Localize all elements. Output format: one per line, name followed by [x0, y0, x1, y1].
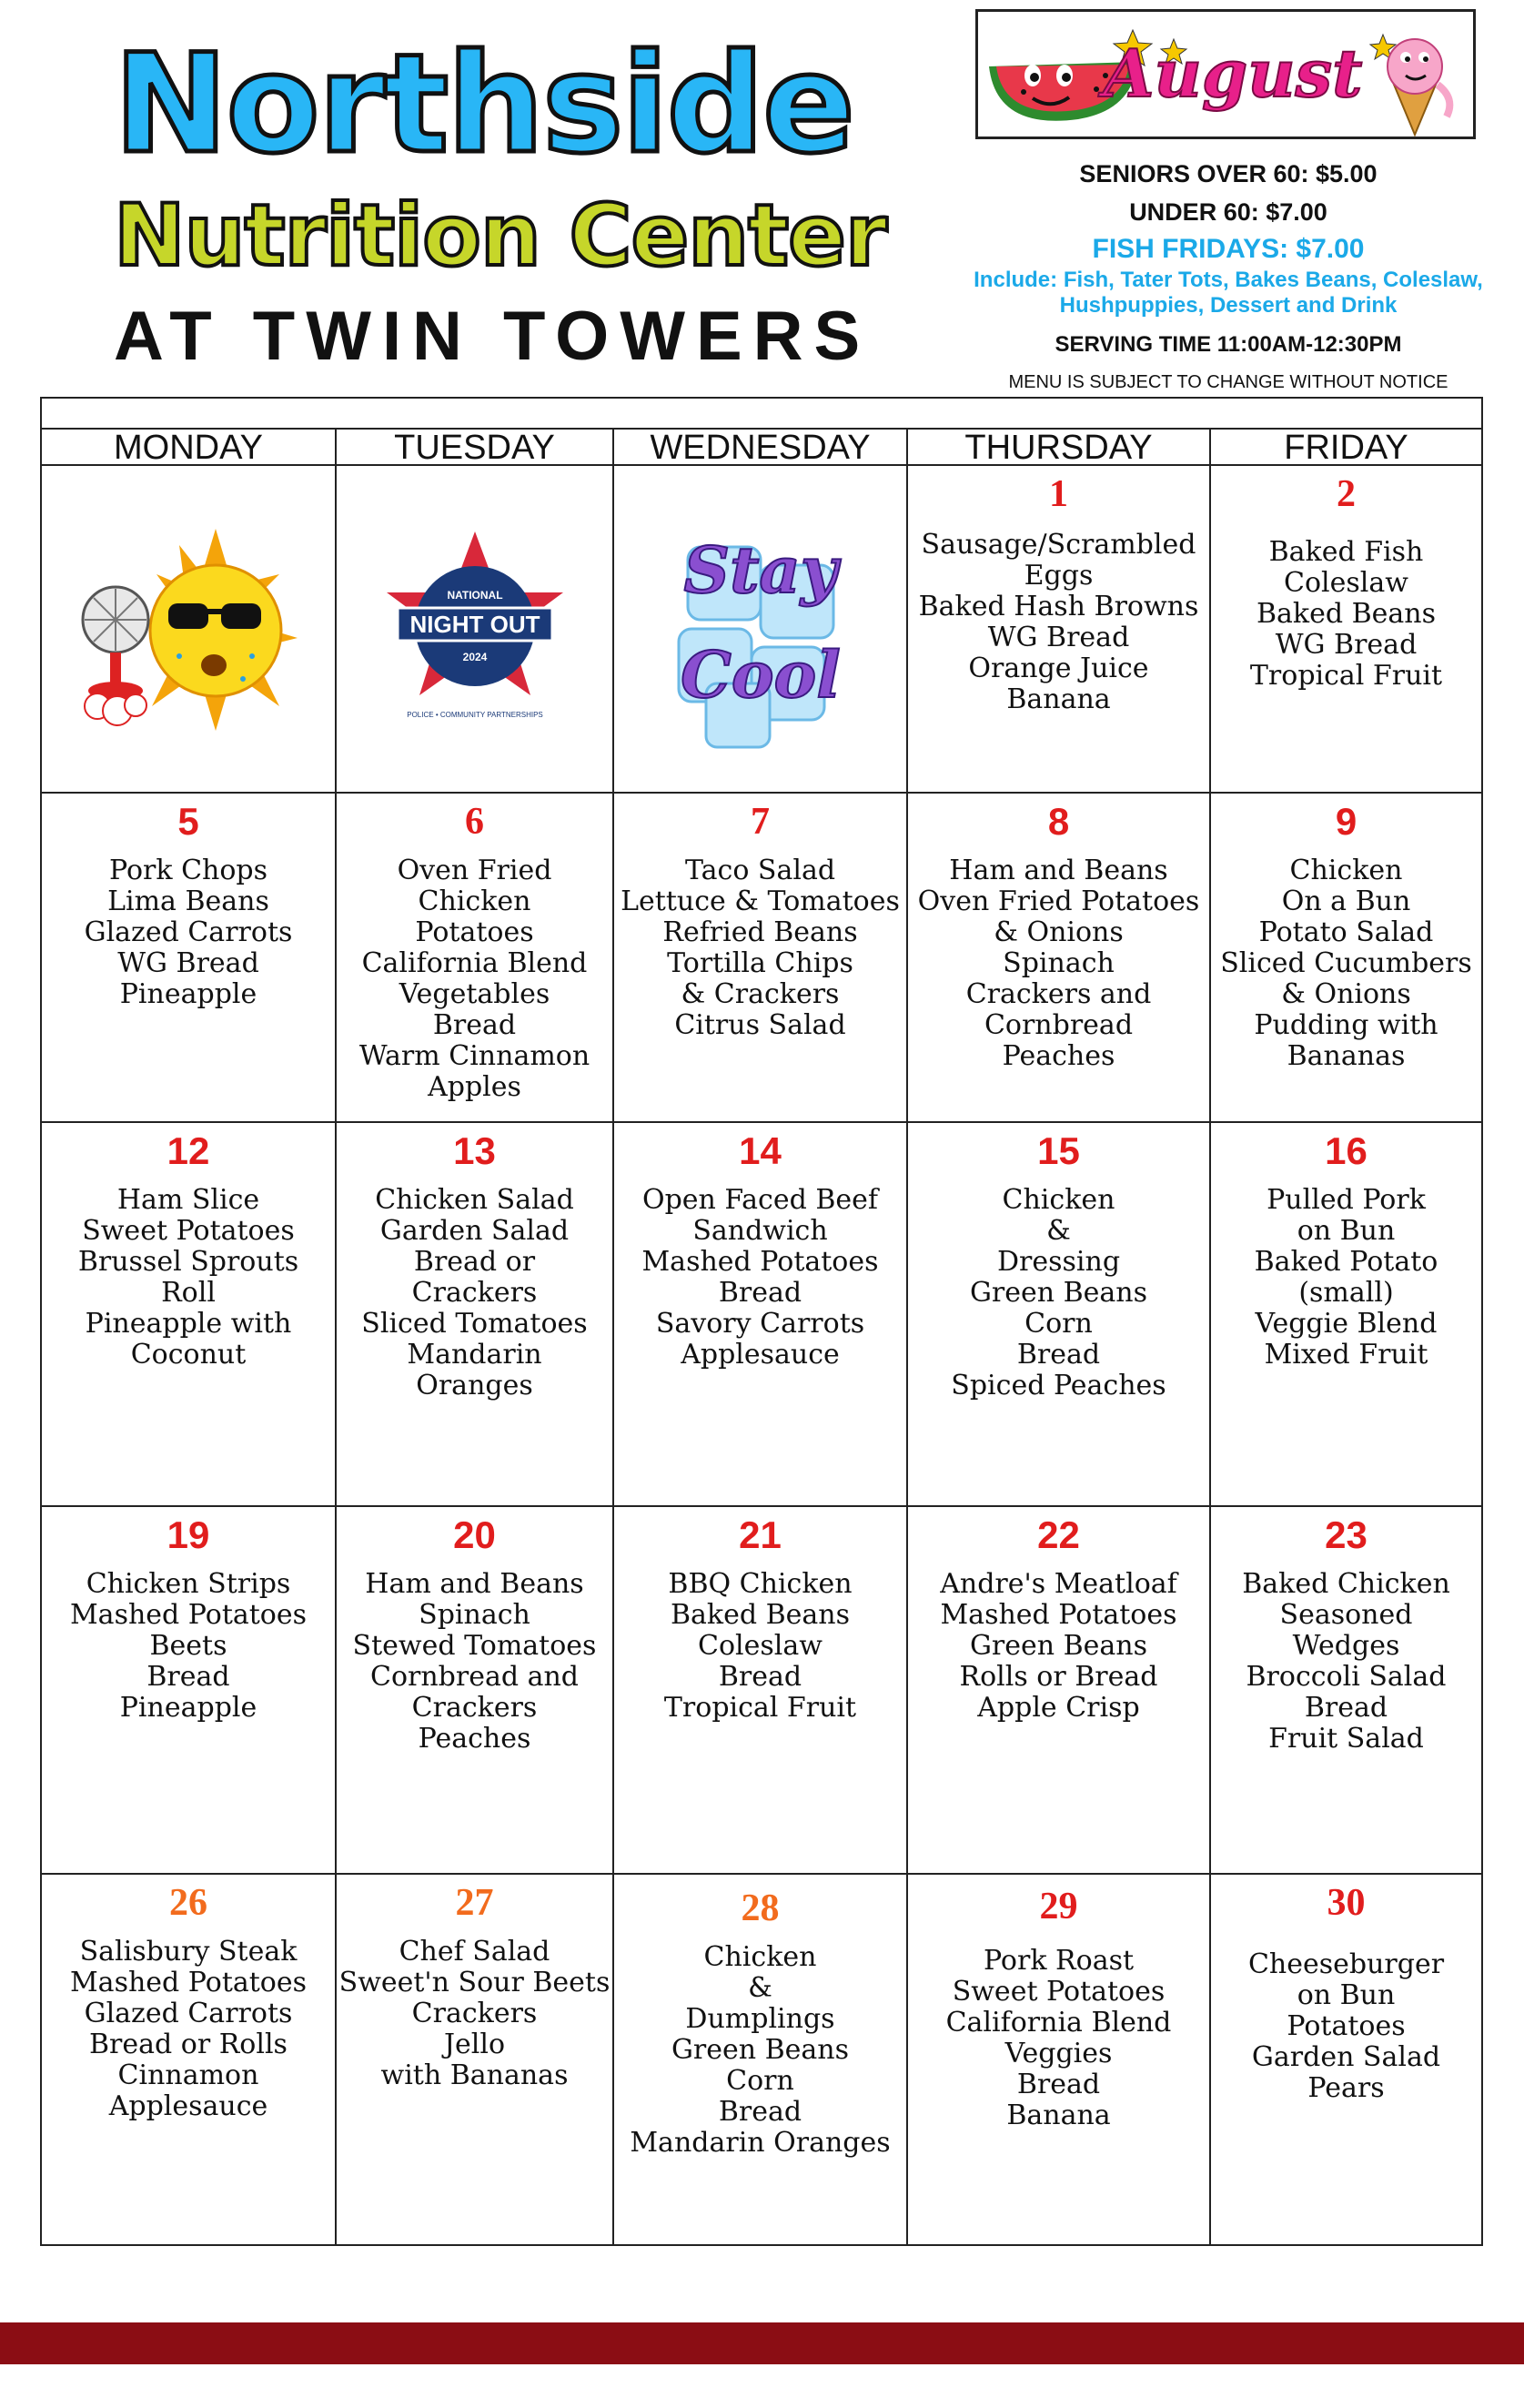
menu-items	[908, 1185, 1209, 1401]
day-number: 27	[455, 1882, 494, 1924]
menu-calendar	[40, 397, 1483, 2246]
menu-items	[337, 1185, 612, 1401]
menu-item: California Blend	[361, 947, 588, 979]
menu-item: Citrus Salad	[674, 1009, 846, 1041]
menu-item: Mandarin	[407, 1339, 542, 1371]
menu-item: Baked Chicken	[1242, 1568, 1450, 1600]
menu-items	[908, 1946, 1209, 2131]
menu-item: Jello	[443, 2029, 506, 2060]
menu-items	[908, 530, 1209, 715]
day-number: 15	[1037, 1129, 1080, 1172]
month-title: August	[1103, 35, 1363, 112]
menu-item: Bread	[718, 1277, 802, 1309]
menu-item: Pears	[1307, 2072, 1385, 2104]
week-row	[42, 1123, 1481, 1507]
menu-item: Chef Salad	[399, 1936, 550, 1968]
menu-items	[1211, 1949, 1481, 2104]
price-under-60: UNDER 60: $7.00	[1129, 198, 1327, 226]
menu-item: Banana	[1006, 2099, 1111, 2131]
menu-items	[614, 1185, 906, 1371]
menu-item: WG Bread	[987, 622, 1130, 653]
menu-item: Pineapple	[119, 978, 257, 1010]
menu-item: Cornbread	[984, 1009, 1134, 1041]
menu-item: Bananas	[1287, 1040, 1406, 1072]
menu-item: Ham and Beans	[949, 855, 1168, 886]
menu-item: Potatoes	[1287, 2010, 1406, 2042]
day-number: 23	[1325, 1513, 1368, 1556]
menu-items	[42, 1937, 335, 2122]
menu-item: Brussel Sprouts	[77, 1246, 299, 1278]
day-number: 30	[1327, 1882, 1366, 1924]
menu-item: Bread	[432, 1009, 517, 1041]
header-thursday: THURSDAY	[908, 430, 1211, 464]
menu-item: Vegetables	[399, 978, 550, 1010]
day-number: 5	[177, 800, 199, 843]
menu-items	[614, 1569, 906, 1724]
day-number: 20	[453, 1513, 496, 1556]
menu-item: Veggies	[1004, 2038, 1113, 2069]
menu-item: Apple Crisp	[977, 1692, 1140, 1724]
menu-item: Eggs	[1024, 560, 1094, 592]
menu-item: Sweet Potatoes	[82, 1215, 295, 1247]
menu-item: Pudding with	[1254, 1009, 1438, 1041]
menu-item: Mashed Potatoes	[69, 1967, 308, 1998]
menu-item: Crackers	[411, 1998, 538, 2029]
day-number: 12	[167, 1129, 210, 1172]
header-wednesday: WEDNESDAY	[614, 430, 908, 464]
menu-items	[337, 1569, 612, 1755]
menu-items	[1211, 855, 1481, 1072]
national-night-out-logo	[370, 524, 580, 734]
menu-item: Chicken	[418, 885, 531, 917]
menu-items	[1211, 1569, 1481, 1755]
day-cell	[42, 466, 337, 792]
pricing-info	[946, 155, 1510, 399]
menu-item: & Crackers	[681, 978, 840, 1010]
price-seniors: SENIORS OVER 60: $5.00	[1079, 160, 1378, 187]
night-out-top-text: NATIONAL	[446, 589, 503, 602]
menu-item: WG Bread	[1275, 629, 1418, 661]
menu-item: Warm Cinnamon	[358, 1040, 590, 1072]
menu-item: with Bananas	[380, 2059, 569, 2091]
menu-item: Green Beans	[969, 1630, 1148, 1662]
day-number: 19	[167, 1513, 210, 1556]
menu-item: Beets	[149, 1630, 227, 1662]
menu-item: & Onions	[1281, 978, 1411, 1010]
menu-item: Baked Beans	[670, 1599, 850, 1631]
menu-item: Oranges	[416, 1370, 533, 1401]
day-number: 28	[741, 1887, 780, 1929]
menu-item: Veggie Blend	[1255, 1308, 1438, 1340]
menu-items	[614, 1942, 906, 2159]
menu-item: Tropical Fruit	[663, 1692, 857, 1724]
day-cell	[42, 1507, 337, 1873]
day-cell	[614, 794, 908, 1121]
stay-cool-ice-icon	[651, 492, 870, 765]
menu-item: Bread or	[413, 1246, 536, 1278]
logo-title: Northside	[114, 25, 853, 184]
menu-item: WG Bread	[117, 947, 259, 979]
day-number: 16	[1325, 1129, 1368, 1172]
menu-item: Rolls or Bread	[959, 1661, 1158, 1693]
menu-item: Sliced Tomatoes	[361, 1308, 588, 1340]
night-out-bottom-text: POLICE • COMMUNITY PARTNERSHIPS	[406, 711, 543, 719]
menu-item: Bread	[718, 1661, 802, 1693]
menu-item: Chicken Strips	[86, 1568, 291, 1600]
menu-item: Ham Slice	[116, 1184, 260, 1216]
day-number: 9	[1335, 800, 1357, 843]
menu-item: Wedges	[1292, 1630, 1400, 1662]
weekday-headers	[42, 430, 1481, 466]
menu-item: Coleslaw	[1284, 567, 1408, 599]
menu-item: Taco Salad	[684, 855, 836, 886]
cool-text: Cool	[680, 637, 841, 713]
menu-item: Dressing	[996, 1246, 1121, 1278]
day-number: 26	[169, 1882, 207, 1924]
menu-items	[337, 1937, 612, 2091]
week-row	[42, 466, 1481, 794]
menu-item: Pineapple	[119, 1692, 257, 1724]
menu-item: Banana	[1006, 683, 1111, 715]
day-cell	[42, 1123, 337, 1505]
menu-item: Broccoli Salad	[1246, 1661, 1447, 1693]
menu-item: Bread	[718, 2096, 802, 2128]
menu-item: Crackers	[411, 1277, 538, 1309]
menu-item: Chicken	[1289, 855, 1403, 886]
header-monday: MONDAY	[42, 430, 337, 464]
menu-item: Bread	[1304, 1692, 1388, 1724]
day-number: 29	[1039, 1886, 1078, 1927]
menu-item: Baked Beans	[1256, 598, 1436, 630]
menu-item: Lettuce & Tomatoes	[621, 885, 900, 917]
menu-items	[1211, 1185, 1481, 1371]
menu-item: Pork Roast	[983, 1945, 1135, 1977]
day-number: 21	[739, 1513, 782, 1556]
menu-item: Apples	[428, 1071, 521, 1103]
menu-item: Chicken Salad	[375, 1184, 574, 1216]
menu-item: Fruit Salad	[1268, 1723, 1424, 1755]
menu-item: Bread	[1016, 1339, 1101, 1371]
menu-item: Salisbury Steak	[79, 1936, 298, 1968]
menu-item: On a Bun	[1281, 885, 1411, 917]
menu-item: Pineapple with	[85, 1308, 292, 1340]
menu-item: Mixed Fruit	[1264, 1339, 1428, 1371]
menu-item: Green Beans	[671, 2034, 850, 2066]
day-number: 7	[751, 801, 770, 843]
menu-item: Glazed Carrots	[84, 1998, 293, 2029]
menu-item: &	[748, 1972, 772, 2004]
day-cell	[1211, 466, 1481, 792]
menu-item: & Onions	[994, 916, 1124, 948]
menu-item: Savory Carrots	[655, 1308, 865, 1340]
menu-item: Mashed Potatoes	[940, 1599, 1177, 1631]
menu-item: Spinach	[1003, 947, 1115, 979]
northside-logo	[100, 27, 919, 373]
day-cell	[337, 466, 614, 792]
day-cell	[614, 1123, 908, 1505]
menu-item: Mashed Potatoes	[69, 1599, 308, 1631]
menu-item: Stewed Tomatoes	[352, 1630, 597, 1662]
menu-notice: MENU IS SUBJECT TO CHANGE WITHOUT NOTICE	[1008, 372, 1448, 392]
menu-item: Oven Fried	[397, 855, 552, 886]
menu-item: Chicken	[1002, 1184, 1115, 1216]
menu-item: Sandwich	[692, 1215, 828, 1247]
menu-item: on Bun	[1297, 1215, 1396, 1247]
serving-time: SERVING TIME 11:00AM-12:30PM	[1055, 332, 1402, 357]
menu-item: Green Beans	[969, 1277, 1148, 1309]
day-cell	[337, 1507, 614, 1873]
week-row	[42, 794, 1481, 1123]
menu-item: Bread or Rolls	[89, 2029, 288, 2060]
menu-item: Crackers and	[965, 978, 1152, 1010]
menu-item: Applesauce	[681, 1339, 840, 1371]
menu-item: Mandarin Oranges	[630, 2127, 891, 2159]
menu-item: Andre's Meatloaf	[940, 1568, 1177, 1600]
menu-item: Oven Fried Potatoes	[917, 885, 1200, 917]
day-cell	[337, 794, 614, 1121]
menu-item: Pork Chops	[108, 855, 268, 886]
week-row	[42, 1507, 1481, 1875]
menu-item: Peaches	[418, 1723, 531, 1755]
menu-items	[908, 855, 1209, 1072]
menu-item: Glazed Carrots	[84, 916, 293, 948]
menu-item: (small)	[1298, 1277, 1394, 1309]
menu-item: Potatoes	[415, 916, 534, 948]
day-number: 1	[1049, 473, 1068, 515]
menu-item: Sweet'n Sour Beets	[338, 1967, 611, 1998]
stay-text: Stay	[683, 532, 837, 608]
menu-item: Tortilla Chips	[667, 947, 853, 979]
calendar-top-strip	[42, 399, 1481, 430]
menu-item: Pulled Pork	[1267, 1184, 1426, 1216]
sun-fan-icon	[70, 520, 307, 738]
menu-item: Tropical Fruit	[1249, 660, 1443, 692]
day-number: 2	[1337, 473, 1356, 515]
menu-item: Chicken	[703, 1941, 817, 1973]
menu-item: Corn	[726, 2065, 794, 2097]
menu-item: Sweet Potatoes	[952, 1976, 1166, 2008]
fish-fridays-includes: Include: Fish, Tater Tots, Bakes Beans, Coleslaw, Hushpuppies, Dessert and Drink	[974, 268, 1483, 318]
menu-item: Sliced Cucumbers	[1220, 947, 1472, 979]
menu-item: Cheeseburger	[1247, 1948, 1445, 1980]
menu-item: Garden Salad	[379, 1215, 570, 1247]
menu-item: Cornbread and	[369, 1661, 579, 1693]
menu-items	[42, 1185, 335, 1371]
month-banner	[975, 9, 1476, 139]
day-number: 6	[465, 801, 484, 843]
menu-item: Sausage/Scrambled	[921, 529, 1196, 561]
menu-item: Crackers	[411, 1692, 538, 1724]
day-cell	[42, 1875, 337, 2244]
fish-fridays-price: FISH FRIDAYS: $7.00	[1092, 234, 1365, 264]
menu-item: on Bun	[1297, 1979, 1396, 2011]
day-cell	[908, 1123, 1211, 1505]
day-cell	[1211, 1507, 1481, 1873]
menu-item: Corn	[1024, 1308, 1093, 1340]
night-out-year: 2024	[462, 651, 487, 663]
menu-item: Seasoned	[1279, 1599, 1413, 1631]
menu-items	[42, 855, 335, 1010]
menu-item: Peaches	[1002, 1040, 1115, 1072]
menu-item: Spiced Peaches	[951, 1370, 1166, 1401]
header-tuesday: TUESDAY	[337, 430, 614, 464]
day-cell	[42, 794, 337, 1121]
menu-item: Baked Hash Browns	[918, 591, 1199, 622]
menu-items	[337, 855, 612, 1103]
menu-item: Lima Beans	[107, 885, 269, 917]
menu-item: Coconut	[130, 1339, 247, 1371]
menu-item: Dumplings	[685, 2003, 835, 2035]
menu-item: Bread	[1016, 2069, 1101, 2100]
menu-item: Baked Fish	[1268, 536, 1424, 568]
day-cell	[908, 1507, 1211, 1873]
day-cell	[908, 794, 1211, 1121]
day-cell	[614, 1507, 908, 1873]
menu-item: Potato Salad	[1258, 916, 1434, 948]
day-cell	[1211, 1875, 1481, 2244]
day-cell	[614, 1875, 908, 2244]
menu-item: Roll	[161, 1277, 216, 1309]
menu-item: Baked Potato	[1254, 1246, 1438, 1278]
header-friday: FRIDAY	[1284, 429, 1408, 467]
day-cell	[908, 466, 1211, 792]
menu-items	[42, 1569, 335, 1724]
day-cell	[1211, 794, 1481, 1121]
menu-item: Cinnamon	[117, 2059, 259, 2091]
night-out-main-text: NIGHT OUT	[409, 611, 540, 638]
menu-item: California Blend	[945, 2007, 1172, 2039]
menu-item: BBQ Chicken	[668, 1568, 853, 1600]
menu-items	[614, 855, 906, 1041]
menu-item: Open Faced Beef	[641, 1184, 879, 1216]
footer-bar	[0, 2322, 1524, 2364]
day-number: 22	[1037, 1513, 1080, 1556]
menu-item: Spinach	[419, 1599, 530, 1631]
day-cell	[908, 1875, 1211, 2244]
menu-items	[1211, 537, 1481, 692]
week-row	[42, 1875, 1481, 2244]
menu-item: Coleslaw	[698, 1630, 823, 1662]
logo-subtitle: Nutrition Center	[114, 187, 887, 286]
day-cell	[1211, 1123, 1481, 1505]
day-number: 8	[1047, 800, 1070, 843]
day-cell	[614, 466, 908, 792]
day-cell	[337, 1875, 614, 2244]
menu-item: Refried Beans	[662, 916, 858, 948]
logo-location: AT TWIN TOWERS	[114, 298, 872, 375]
menu-item: Mashed Potatoes	[641, 1246, 879, 1278]
menu-item: Bread	[146, 1661, 230, 1693]
day-number: 13	[453, 1129, 496, 1172]
day-number: 14	[739, 1129, 782, 1172]
menu-item: Orange Juice	[968, 653, 1149, 684]
menu-item: Ham and Beans	[365, 1568, 584, 1600]
menu-item: &	[1046, 1215, 1071, 1247]
menu-item: Applesauce	[108, 2090, 268, 2122]
menu-items	[908, 1569, 1209, 1724]
menu-item: Garden Salad	[1251, 2041, 1441, 2073]
day-cell	[337, 1123, 614, 1505]
